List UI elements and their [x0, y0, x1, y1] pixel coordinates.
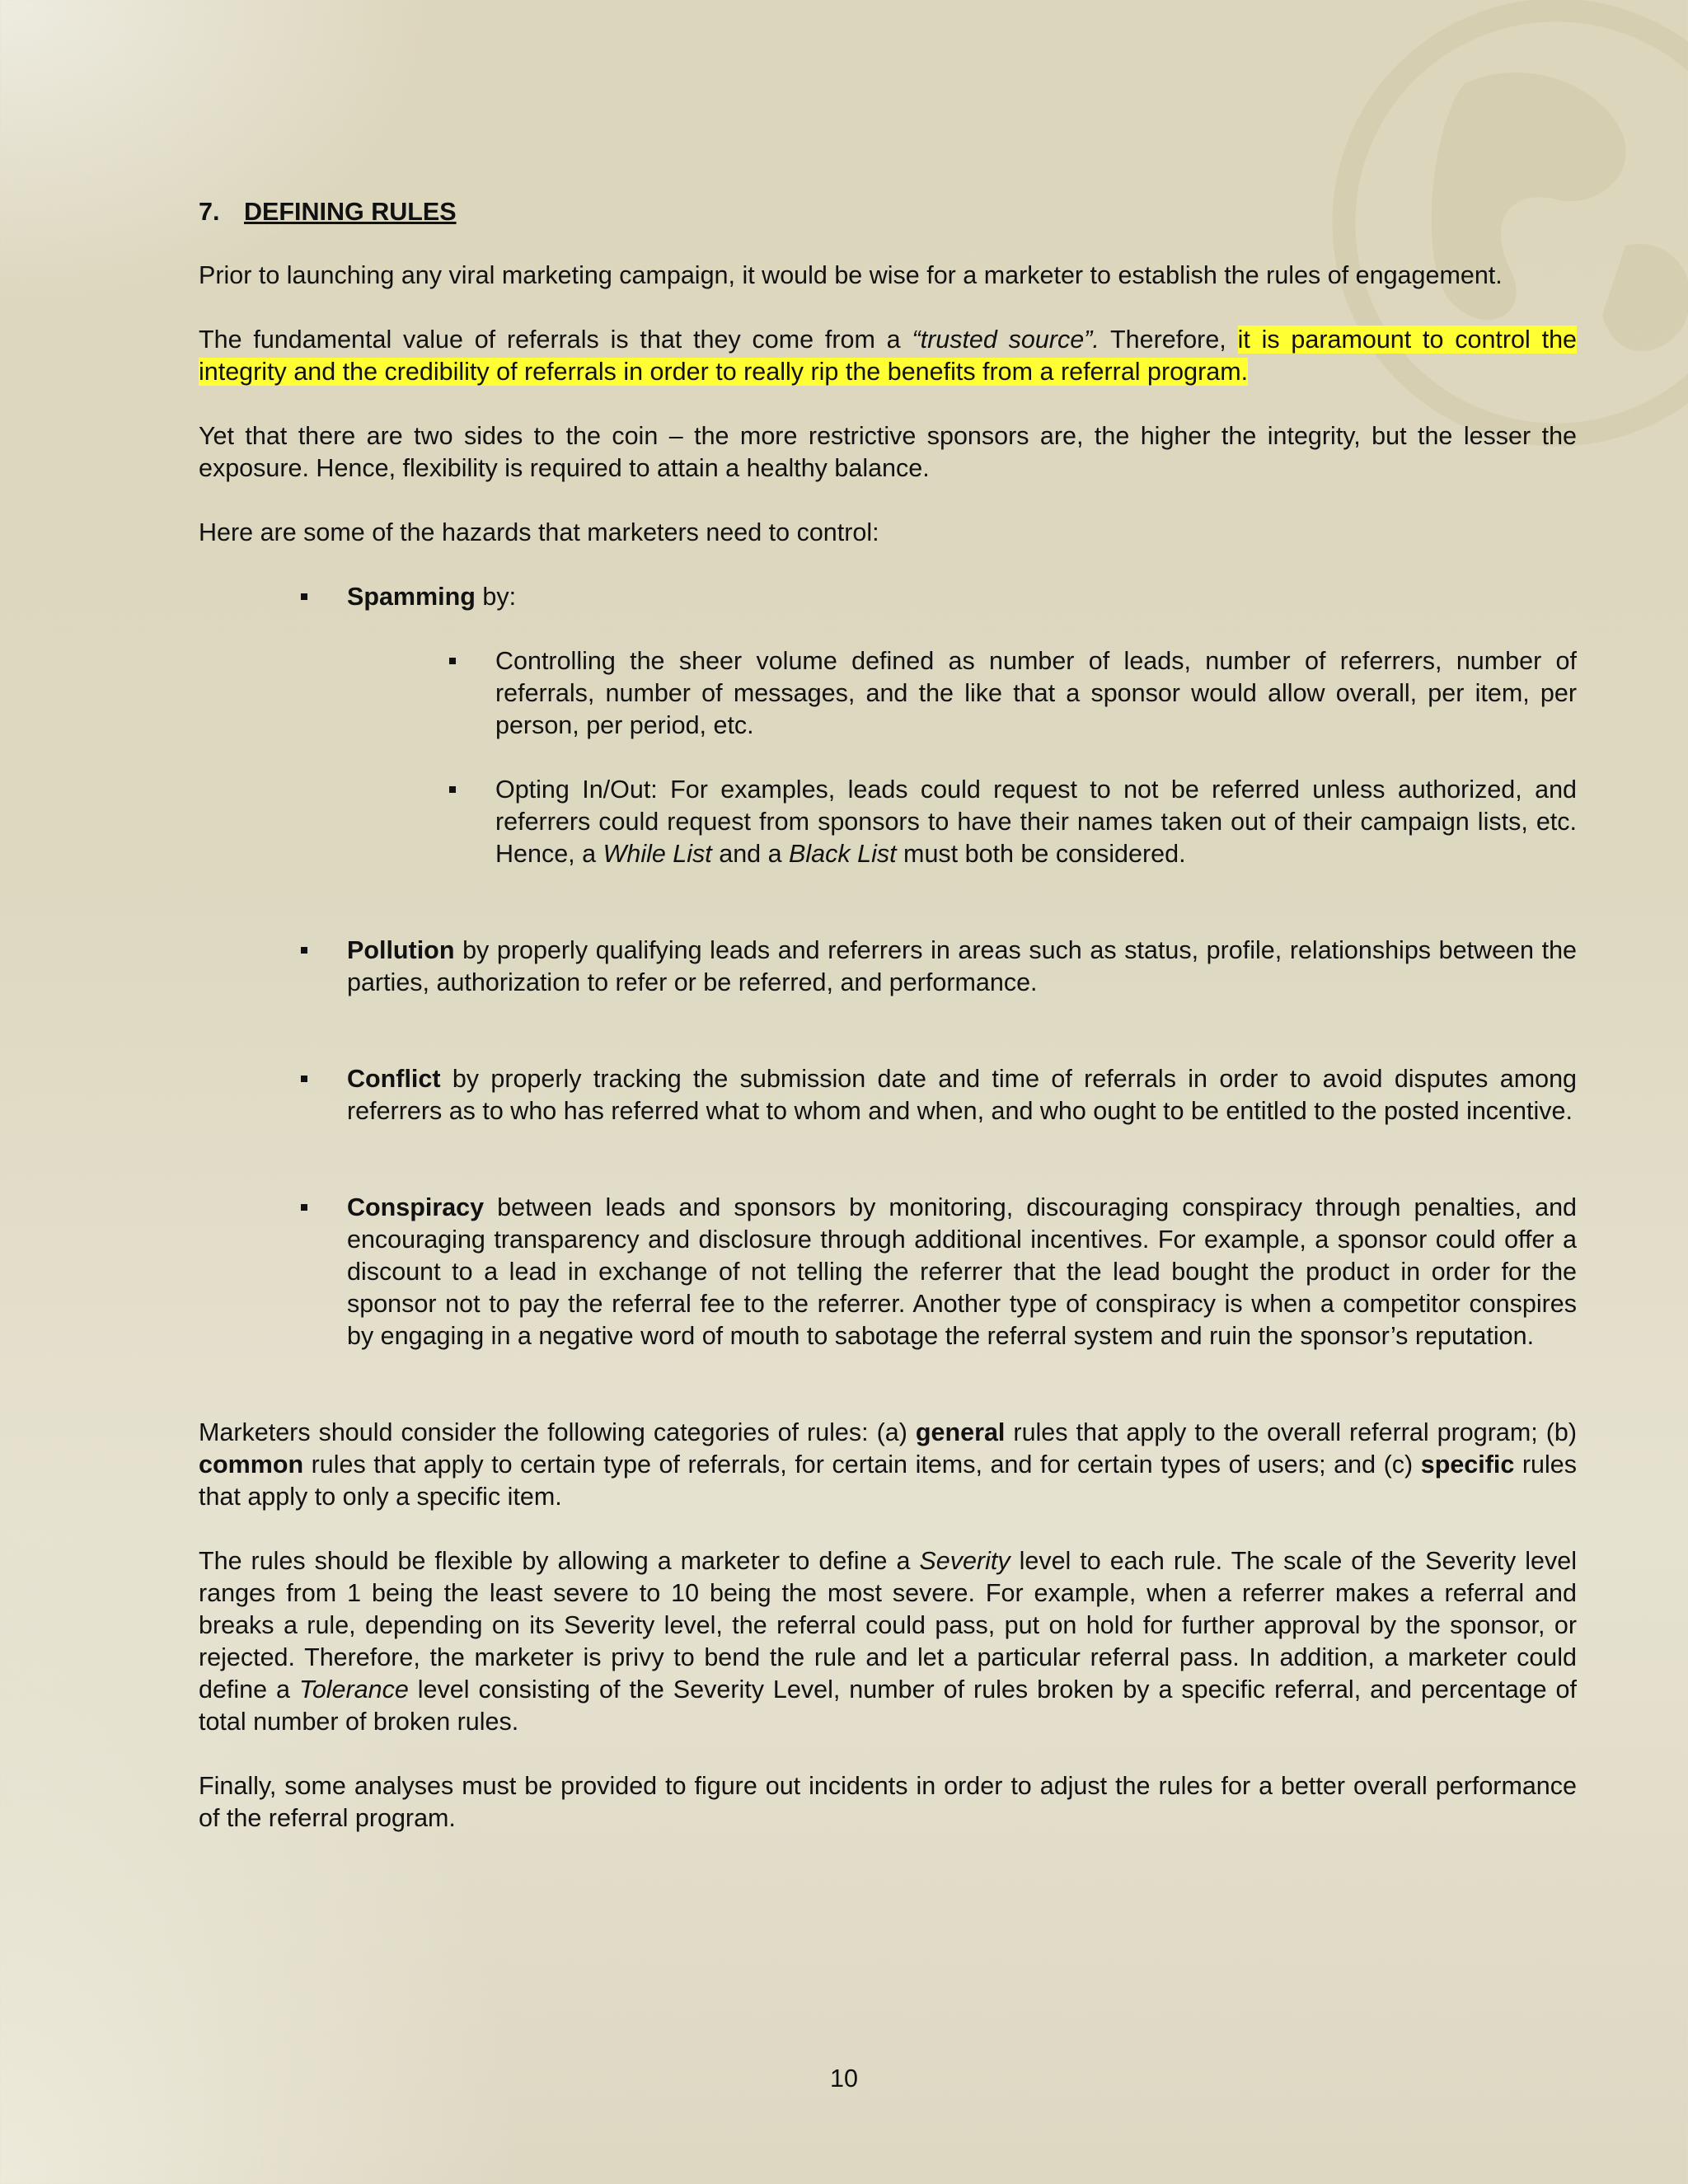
square-bullet-icon: [301, 947, 307, 954]
section-number: 7.: [199, 198, 220, 226]
hazards-list: [199, 581, 1577, 1352]
subitem-text: must both be considered.: [896, 840, 1186, 868]
subitem-text: Controlling the sheer volume defined as number of leads, number of referrers, number of referrals, number of messages, and the like that a sponsor would allow overall, per item, per person, per period, etc.: [495, 647, 1577, 739]
square-bullet-icon: [449, 786, 456, 793]
square-bullet-icon: [301, 1076, 307, 1082]
highlighted-text: it is paramount to control the integrity and the credibility of referrals in order to really rip the benefits from a referral program.: [199, 326, 1577, 386]
general-term: general: [915, 1418, 1006, 1446]
section-title: DEFINING RULES: [244, 198, 457, 226]
hazard-term: Pollution: [347, 936, 455, 964]
subitem-text: and a: [711, 840, 790, 868]
paragraph-final: Finally, some analyses must be provided to figure out incidents in order to adjust the rules for a better overall performance of the referral program.: [199, 1772, 1577, 1832]
text-run: Marketers should consider the following categories of rules: (a): [199, 1418, 916, 1446]
subitem-text: Opting In/Out: For examples, leads could request to not be referred unless authorized, and referrers could request from sponsors to have their names taken out of their campaign lists, etc. Hence, a: [495, 776, 1577, 868]
text-run: rules that apply to the overall referral program; (b): [1005, 1418, 1577, 1446]
severity-term: Severity: [919, 1547, 1010, 1575]
common-term: common: [199, 1451, 304, 1479]
hazard-item-conflict: [199, 1063, 1577, 1127]
hazard-item-conspiracy: [199, 1192, 1577, 1352]
specific-term: specific: [1420, 1451, 1515, 1479]
text-run: rules that apply to only a specific item.: [199, 1451, 1577, 1511]
section-heading: [199, 196, 1577, 228]
tolerance-term: Tolerance: [298, 1675, 409, 1704]
text-run: level to each rule. The scale of the Severity level ranges from 1 being the least severe to 10 being the most severe. For example, when a referrer makes a referral and breaks a rule, depending on its Severity level, the referral could pass, put on hold for further approval by the sponsor, or rejected. Therefore, the marketer is privy to bend the rule and let a particular referral pass. In addition, a marketer could define a: [199, 1547, 1577, 1704]
hazard-text: by:: [475, 583, 517, 611]
square-bullet-icon: [301, 1204, 307, 1211]
paragraph-severity: [199, 1545, 1577, 1738]
text-run: The fundamental value of referrals is that they come from a: [199, 326, 912, 354]
square-bullet-icon: [301, 593, 307, 600]
spamming-subitem-opting: [347, 774, 1577, 870]
trusted-source-quote: “trusted source”.: [912, 326, 1100, 354]
square-bullet-icon: [449, 658, 456, 664]
hazard-item-spamming: [199, 581, 1577, 870]
spamming-sublist: [347, 645, 1577, 870]
hazard-text: by properly qualifying leads and referrers in areas such as status, profile, relationships between the parties, authorization to refer or be referred, and performance.: [347, 936, 1577, 996]
paragraph-intro: Prior to launching any viral marketing campaign, it would be wise for a marketer to establish the rules of engagement.: [199, 261, 1503, 289]
paragraph-referral-value: [199, 324, 1577, 388]
text-run: The rules should be flexible by allowing a marketer to define a: [199, 1547, 920, 1575]
document-body: [199, 196, 1577, 1867]
hazard-term: Conflict: [347, 1065, 441, 1093]
hazard-text: by properly tracking the submission date and time of referrals in order to avoid disputes among referrers as to who has referred what to whom and when, and who ought to be entitled to the posted incentive.: [347, 1065, 1577, 1125]
black-list-term: Black List: [789, 840, 897, 868]
hazard-text: between leads and sponsors by monitoring, discouraging conspiracy through penalties, and encouraging transparency and disclosure through additional incentives. For example, a sponsor could offer a discount to a lead in exchange of not telling the referrer that the lead bought the product in order for the sponsor not to pay the referral fee to the referrer. Another type of conspiracy is when a competitor conspires by engaging in a negative word of mouth to sabotage the referral system and ruin the sponsor’s reputation.: [347, 1193, 1577, 1350]
paragraph-categories: [199, 1417, 1577, 1513]
paragraph-two-sides: Yet that there are two sides to the coin – the more restrictive sponsors are, the higher the integrity, but the lesser the exposure. Hence, flexibility is required to attain a healthy balance.: [199, 422, 1577, 482]
spamming-subitem-volume: [347, 645, 1577, 742]
hazard-term: Spamming: [347, 583, 476, 611]
hazard-term: Conspiracy: [347, 1193, 485, 1221]
while-list-term: While List: [603, 840, 712, 868]
text-run: rules that apply to certain type of referrals, for certain items, and for certain types of users; and (c): [303, 1451, 1421, 1479]
paragraph-hazards-intro: Here are some of the hazards that marketers need to control:: [199, 518, 879, 546]
hazard-item-pollution: [199, 935, 1577, 999]
page-number: 10: [830, 2064, 858, 2093]
text-run: Therefore,: [1099, 326, 1238, 354]
text-run: level consisting of the Severity Level, number of rules broken by a specific referral, and percentage of total number of broken rules.: [199, 1675, 1577, 1736]
